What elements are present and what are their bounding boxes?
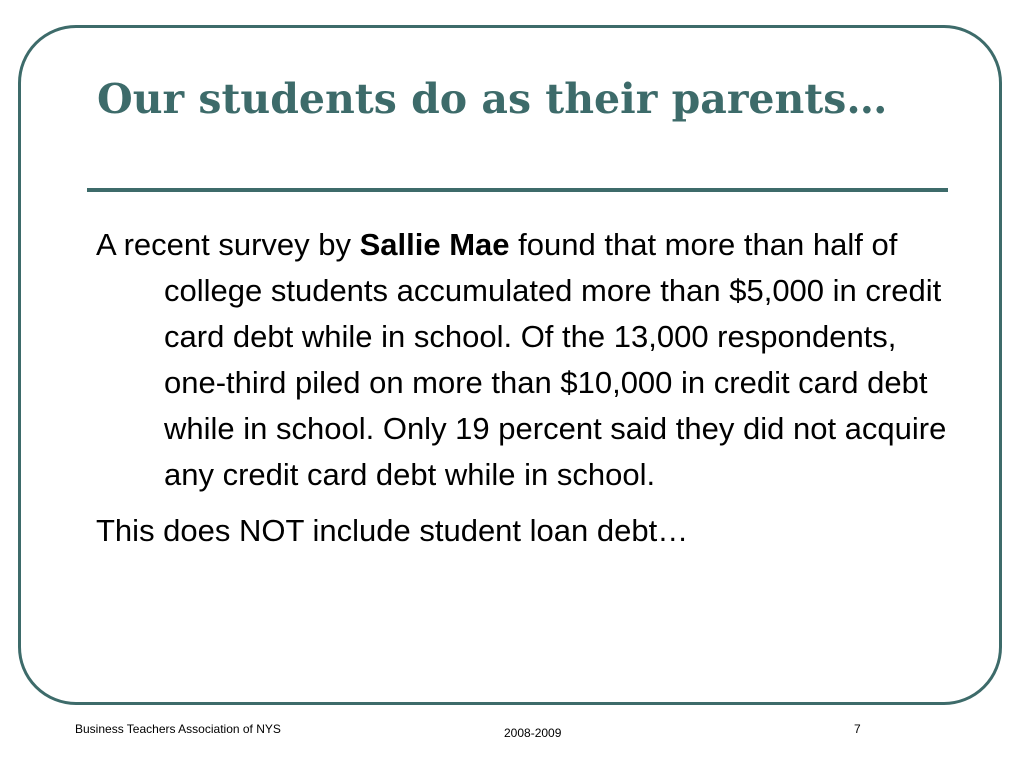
survey-text-before: A recent survey by <box>96 227 360 262</box>
footer-page-number: 7 <box>854 722 861 736</box>
title-divider <box>87 188 948 192</box>
body-paragraph-note: This does NOT include student loan debt… <box>96 513 689 548</box>
footer-organization: Business Teachers Association of NYS <box>75 722 281 736</box>
survey-text-after: found that more than half of college students accumulated more than $5,000 in credit card debt while in school. Of the 13,000 respondents, one-third piled on more than $10,000 in credit card debt while in school. Only 19 percent said they did not acquire any credit card debt while in school. <box>164 227 947 492</box>
body-paragraph-survey <box>96 222 956 498</box>
slide-body <box>96 222 956 554</box>
survey-source-name: Sallie Mae <box>359 227 510 262</box>
slide-title: Our students do as their parents… <box>97 75 888 123</box>
footer-date: 2008-2009 <box>504 726 562 740</box>
